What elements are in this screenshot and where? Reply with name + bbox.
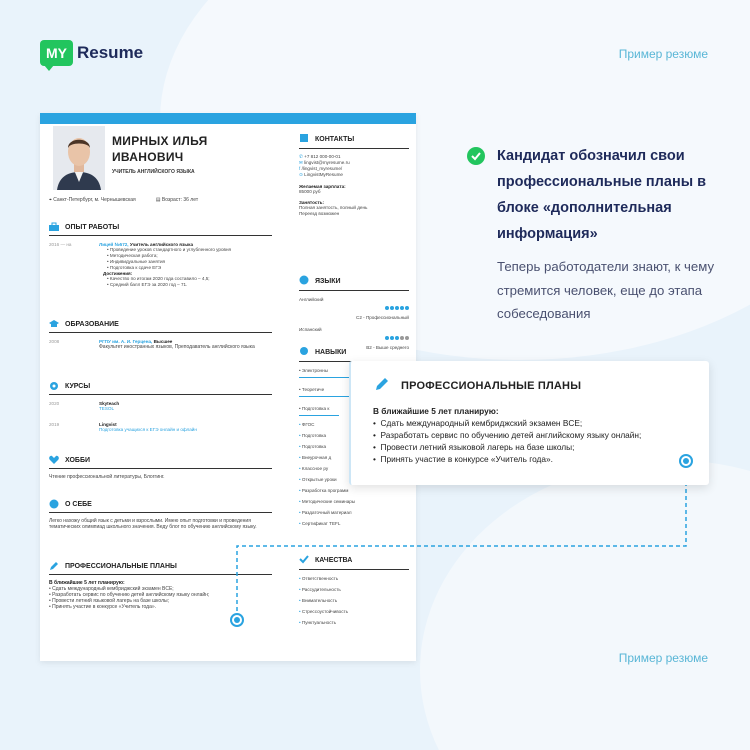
facebook-text[interactable]: /lingvist_myresume/ (301, 166, 343, 171)
headline-subtitle: Теперь работодатели знают, к чему стремится человек, еще до этапа собеседования (497, 259, 715, 321)
courses-section: КУРСЫ 2020 Skyteach TESOL 2019 Lingvist Подготовка учащихся к ЕГЭ онлайн и офлайн (49, 381, 286, 433)
about-section: О СЕБЕ Легко нахожу общий язык с детьми и взрослыми. Имею опыт подготовки и проведения тематических олимпиад школьного значения. Веду блог по обучению английскому языку. (49, 499, 286, 530)
experience-section: ОПЫТ РАБОТЫ 2016 — на Лицей №572, Учитель английского языка • Проведение уроков стандартного и углубленного уровня • Методическая работа; • Индивидуальные занятия • Подготовка к сдаче ЕГЭ Достижения: • Качество по итогам 2020 года составило – 4,5; • Средний балл ЕГЭ за 2020 год – 71. (49, 222, 286, 288)
plans-section: ПРОФЕССИОНАЛЬНЫЕ ПЛАНЫ В ближайшие 5 лет планирую: • Сдать международный кембриджский экзамен BCE; • Разработать сервис по обучению детей английскому языку онлайн; • Провести летний языковой лагерь на базе школы; • Принять участие в конкурсе «Учитель года». (49, 561, 286, 610)
job-role: Учитель английского языка (129, 242, 194, 247)
sample-label-bottom: Пример резюме (618, 651, 708, 665)
logo-text: Resume (77, 43, 144, 62)
age-text: ▤ Возраст: 36 лет (155, 197, 199, 203)
phone-text[interactable]: +7 812 000-00-01 (304, 154, 341, 159)
callout-body: В ближайшие 5 лет планирую: • Сдать международный кембриджский экзамен BCE; • Разработать сервис по обучению детей английскому языку онлайн; • Провести летний языковой лагерь на базе школы; • Принять участие в конкурсе «Учитель года». (373, 406, 642, 464)
languages-section: ЯЗЫКИ Английский C2 - Профессиональный Испанский B2 - Выше среднего (299, 275, 409, 351)
headline-title: Кандидат обозначил свои профессиональные планы в блоке «дополнительная информация» (497, 148, 707, 242)
section-title: ПРОФЕССИОНАЛЬНЫЕ ПЛАНЫ (65, 562, 177, 570)
section-title: О СЕБЕ (65, 500, 92, 508)
section-title: ОПЫТ РАБОТЫ (65, 223, 120, 231)
plans-callout-card (349, 361, 709, 485)
headline-block (467, 143, 717, 326)
skype-text[interactable]: LingvistMyResume (304, 172, 343, 177)
check-circle-icon (467, 147, 485, 165)
experience-date: 2016 — на (49, 242, 72, 247)
callout-marker (679, 454, 693, 468)
contacts-section: КОНТАКТЫ ✆ +7 812 000-00-01 ✉ lingvist@myresume.ru f /lingvist_myresume/ ⊙ LingvistMyResume Желаемая зарплата: 85000 руб Занятость: Полная занятость, полный день Переезд возможен (299, 133, 409, 217)
callout-title: ПРОФЕССИОНАЛЬНЫЕ ПЛАНЫ (401, 379, 582, 392)
logo-badge: MY (40, 40, 73, 66)
employer-link[interactable]: Лицей №572, (99, 242, 129, 247)
skills-section: НАВЫКИ • Электронны • Теоретиче • Подготовка к • ФГОС • Подготовка • Подготовка • Внеурочная д • Классное ру • Открытые уроки • Разработка программ • Методические семинары • Раздаточный материал • Сертификат TEFL (299, 346, 409, 527)
sample-label-top: Пример резюме (618, 47, 708, 61)
course-link[interactable]: Подготовка учащихся к ЕГЭ онлайн и офлайн (99, 427, 197, 432)
education-section: ОБРАЗОВАНИЕ 2008 РГПУ им. А. И. Герцена, Высшее Факультет иностранных языков, Преподаватель английского языка (49, 319, 286, 350)
resume-marker (230, 613, 244, 627)
course-link[interactable]: TESOL (99, 406, 115, 411)
section-title: ХОББИ (65, 456, 91, 464)
section-title: КУРСЫ (65, 382, 91, 390)
email-text[interactable]: lingvist@myresume.ru (304, 160, 350, 165)
qualities-section: КАЧЕСТВА • Ответственность • Рассудительность • Внимательность • Стрессоустойчивость • Пунктуальность (299, 554, 409, 626)
hobby-section: ХОББИ Чтение профессиональной литературы, Блоггинг. (49, 455, 286, 480)
university-link[interactable]: РГПУ им. А. И. Герцена, (99, 339, 153, 344)
candidate-name: МИРНЫХ ИЛЬЯ ИВАНОВИЧ (112, 134, 208, 164)
pencil-icon (375, 377, 389, 394)
candidate-position: УЧИТЕЛЬ АНГЛИЙСКОГО ЯЗЫКА (112, 169, 195, 175)
location-text: ⌖ Санкт-Петербург, м. Чернышевская (49, 197, 136, 203)
section-title: ОБРАЗОВАНИЕ (65, 320, 119, 328)
